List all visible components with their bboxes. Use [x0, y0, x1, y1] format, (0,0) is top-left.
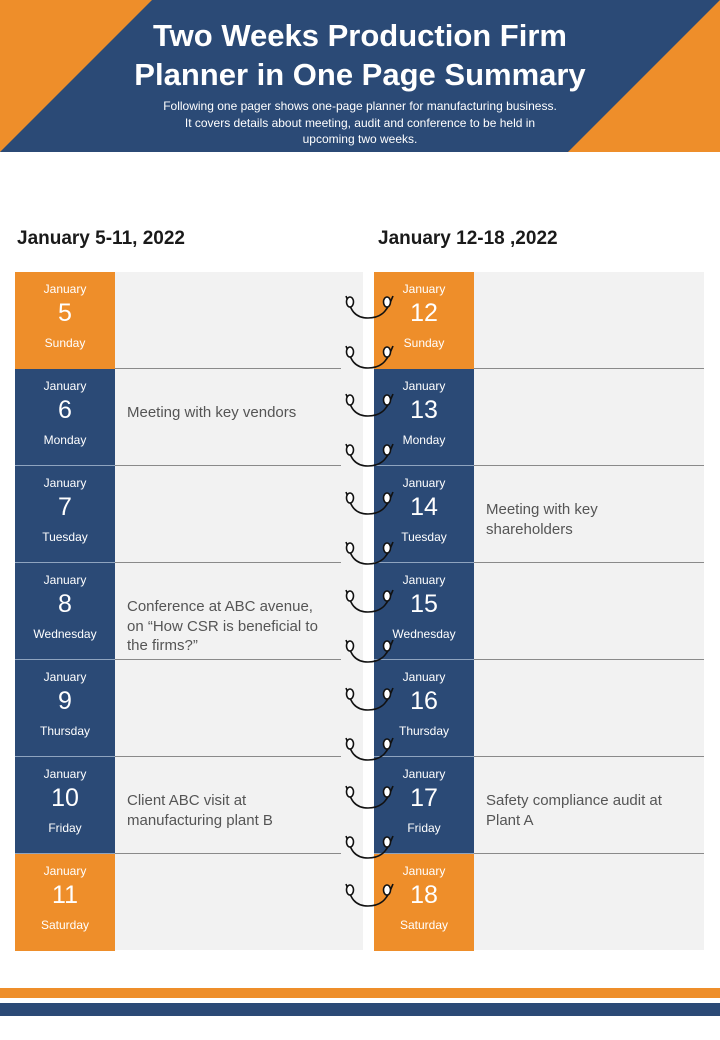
- date-month: January: [43, 573, 87, 587]
- date-box: [15, 272, 115, 369]
- day-row: [374, 369, 704, 466]
- title-line-2: Planner in One Page Summary: [134, 57, 586, 92]
- week-1-planner: [15, 272, 363, 950]
- date-day-number: 12: [410, 299, 438, 327]
- date-box: [374, 854, 474, 951]
- event-note: Meeting with key shareholders: [486, 501, 598, 538]
- date-box: [15, 660, 115, 757]
- date-weekday: Monday: [43, 433, 87, 447]
- date-weekday: Wednesday: [33, 627, 97, 641]
- date-weekday: Saturday: [40, 918, 90, 932]
- event-note: Client ABC visit at manufacturing plant B: [127, 792, 273, 829]
- date-month: January: [402, 476, 446, 490]
- week-2-heading: January 12-18 ,2022: [378, 228, 558, 249]
- subtitle-line-3: upcoming two weeks.: [302, 132, 418, 146]
- date-weekday: Sunday: [44, 336, 86, 350]
- date-day-number: 6: [58, 396, 72, 424]
- day-row: [374, 466, 704, 563]
- day-row: [15, 854, 363, 951]
- day-row: [15, 563, 363, 660]
- day-row: [15, 757, 363, 854]
- date-box: [374, 660, 474, 757]
- date-box: [15, 466, 115, 563]
- date-day-number: 15: [410, 590, 438, 618]
- date-weekday: Saturday: [399, 918, 449, 932]
- date-day-number: 7: [58, 493, 72, 521]
- date-weekday: Friday: [48, 821, 82, 835]
- date-box: [15, 563, 115, 660]
- day-row: [374, 563, 704, 660]
- date-day-number: 8: [58, 590, 72, 618]
- date-day-number: 11: [52, 881, 78, 909]
- date-weekday: Wednesday: [392, 627, 456, 641]
- event-note: Meeting with key vendors: [127, 404, 297, 421]
- date-month: January: [402, 670, 446, 684]
- event-note: Conference at ABC avenue, on “How CSR is beneficial to the firms?”: [127, 598, 318, 654]
- date-day-number: 16: [410, 687, 438, 715]
- date-box: [374, 563, 474, 660]
- date-month: January: [402, 379, 446, 393]
- date-month: January: [43, 476, 87, 490]
- date-day-number: 17: [410, 784, 438, 812]
- date-box: [15, 369, 115, 466]
- day-row: [374, 854, 704, 951]
- page-title: [110, 16, 610, 94]
- date-box: [15, 854, 115, 951]
- date-weekday: Friday: [407, 821, 441, 835]
- date-month: January: [402, 864, 446, 878]
- week-2-planner: [374, 272, 704, 950]
- day-row: [15, 660, 363, 757]
- title-line-1: Two Weeks Production Firm: [153, 18, 567, 53]
- date-box: [374, 466, 474, 563]
- date-weekday: Thursday: [398, 724, 450, 738]
- date-month: January: [402, 767, 446, 781]
- date-weekday: Sunday: [403, 336, 445, 350]
- day-row: [374, 660, 704, 757]
- date-month: January: [43, 282, 87, 296]
- day-row: [15, 272, 363, 369]
- date-weekday: Thursday: [39, 724, 91, 738]
- date-weekday: Tuesday: [42, 530, 88, 544]
- subtitle-line-1: Following one pager shows one-page planner for manufacturing business.: [163, 99, 557, 113]
- date-month: January: [402, 573, 446, 587]
- date-month: January: [43, 379, 87, 393]
- day-row: [374, 757, 704, 854]
- date-box: [374, 757, 474, 854]
- day-row: [15, 466, 363, 563]
- date-month: January: [43, 864, 87, 878]
- date-month: January: [43, 767, 87, 781]
- date-weekday: Tuesday: [401, 530, 447, 544]
- page-subtitle: [130, 98, 590, 148]
- date-month: January: [402, 282, 446, 296]
- date-month: January: [43, 670, 87, 684]
- footer-stripe-orange: [0, 988, 720, 998]
- date-day-number: 5: [58, 299, 72, 327]
- date-box: [374, 369, 474, 466]
- date-weekday: Monday: [402, 433, 446, 447]
- day-row: [374, 272, 704, 369]
- event-note: Safety compliance audit at Plant A: [486, 792, 662, 829]
- subtitle-line-2: It covers details about meeting, audit and conference to be held in: [184, 115, 536, 130]
- week-1-heading: January 5-11, 2022: [17, 228, 185, 249]
- day-row: [15, 369, 363, 466]
- footer-stripe-blue: [0, 1003, 720, 1016]
- header-banner: [0, 0, 720, 152]
- date-box: [15, 757, 115, 854]
- date-day-number: 9: [58, 687, 72, 715]
- date-day-number: 18: [410, 881, 438, 909]
- date-day-number: 10: [51, 784, 79, 812]
- date-day-number: 14: [410, 493, 438, 521]
- date-box: [374, 272, 474, 369]
- date-day-number: 13: [410, 396, 438, 424]
